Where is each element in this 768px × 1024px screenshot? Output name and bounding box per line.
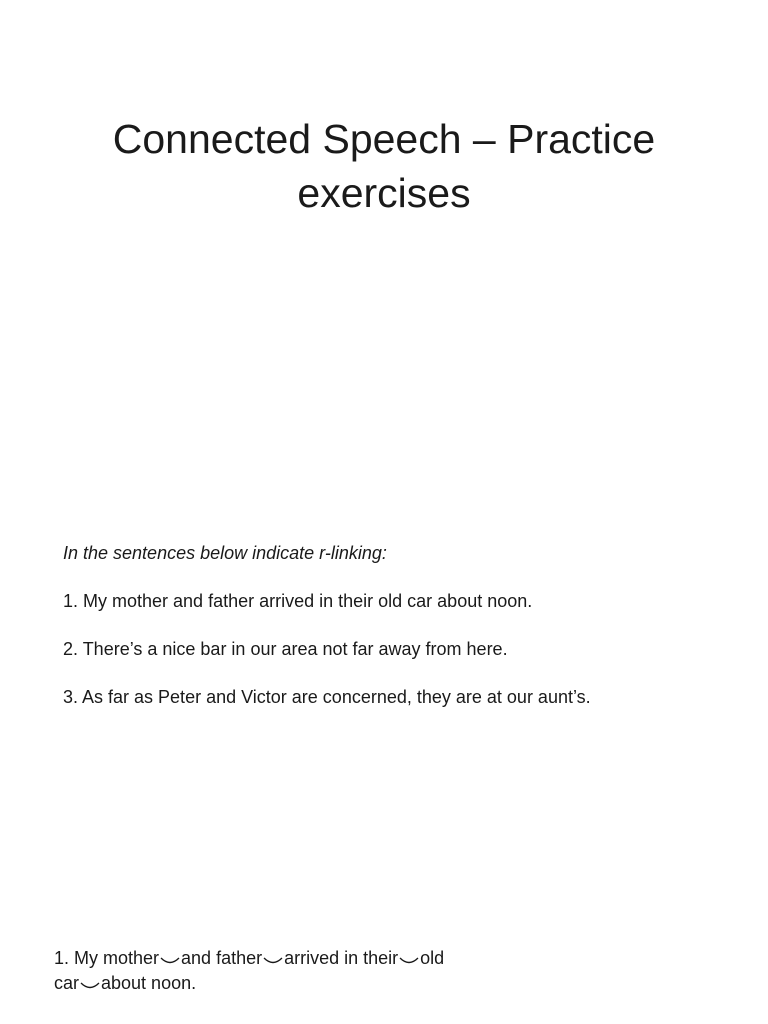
slide-title-line1: Connected Speech – Practice — [112, 116, 656, 162]
exercise-item-3: 3. As far as Peter and Victor are concerned, they are at our aunt’s. — [63, 687, 591, 707]
answer-segment: arrived in their — [284, 948, 399, 968]
exercise-instruction: In the sentences below indicate r-linking: — [63, 543, 387, 563]
slide-title — [60, 112, 708, 220]
linking-arc-icon — [263, 957, 283, 966]
answer-sentence-1 — [54, 946, 524, 996]
slide-title-line2: exercises — [297, 170, 471, 216]
exercise-block — [63, 540, 743, 732]
answer-segment: old — [420, 948, 445, 968]
linking-arc-icon — [80, 982, 100, 991]
answer-segment: about noon. — [101, 973, 197, 993]
linking-arc-icon — [160, 957, 180, 966]
answer-segment: and father — [181, 948, 263, 968]
exercise-item-2: 2. There’s a nice bar in our area not far away from here. — [63, 639, 508, 659]
linking-arc-icon — [399, 957, 419, 966]
answer-segment: car — [54, 973, 80, 993]
answer-segment: 1. My mother — [54, 948, 160, 968]
exercise-item-1: 1. My mother and father arrived in their old car about noon. — [63, 591, 533, 611]
